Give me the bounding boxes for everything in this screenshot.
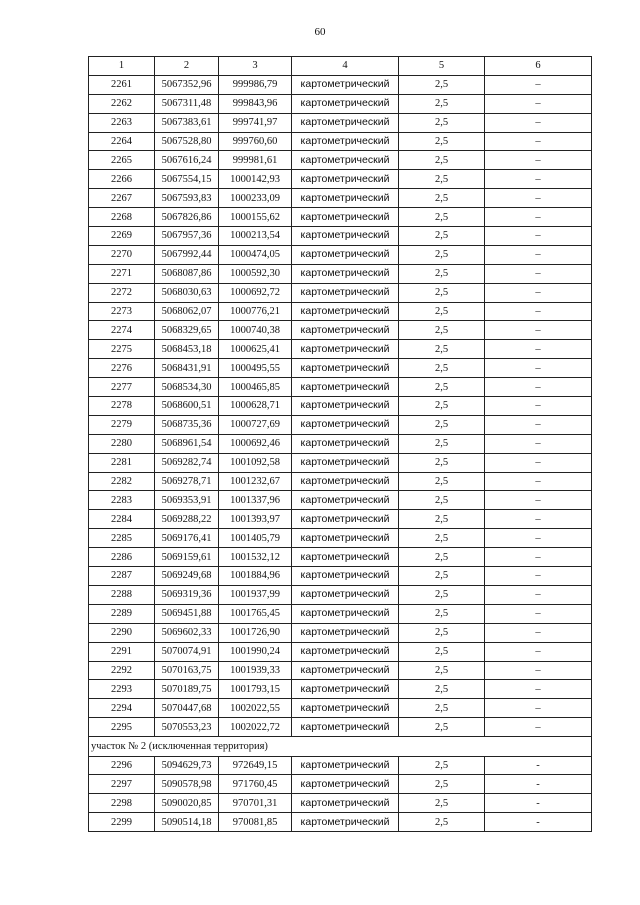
table-cell: 1000465,85 — [219, 378, 292, 397]
table-row — [89, 283, 592, 302]
table-row — [89, 661, 592, 680]
table-cell: 2,5 — [399, 113, 485, 132]
table-cell: 5069319,36 — [155, 585, 219, 604]
table-cell: – — [485, 75, 592, 94]
table-cell: 2282 — [89, 472, 155, 491]
table-cell: 1000692,46 — [219, 434, 292, 453]
table-row — [89, 208, 592, 227]
table-cell: картометрический — [292, 661, 399, 680]
table-cell: 2284 — [89, 510, 155, 529]
table-row — [89, 548, 592, 567]
table-cell: – — [485, 680, 592, 699]
table-row — [89, 642, 592, 661]
table-cell: 2280 — [89, 434, 155, 453]
table-cell: 2,5 — [399, 585, 485, 604]
table-cell: 2,5 — [399, 340, 485, 359]
table-cell: 2299 — [89, 813, 155, 832]
table-cell: 2291 — [89, 642, 155, 661]
table-cell: – — [485, 321, 592, 340]
table-cell: 1002022,72 — [219, 718, 292, 737]
table-cell: 2,5 — [399, 510, 485, 529]
table-cell: 1001092,58 — [219, 453, 292, 472]
table-cell: картометрический — [292, 548, 399, 567]
table-cell: – — [485, 604, 592, 623]
table-row — [89, 245, 592, 264]
table-cell: картометрический — [292, 302, 399, 321]
table-cell: – — [485, 510, 592, 529]
table-cell: 5070553,23 — [155, 718, 219, 737]
table-cell: – — [485, 453, 592, 472]
table-cell: 2,5 — [399, 189, 485, 208]
table-cell: 5070074,91 — [155, 642, 219, 661]
table-cell: 1000625,41 — [219, 340, 292, 359]
table-cell: – — [485, 245, 592, 264]
table-cell: 2,5 — [399, 453, 485, 472]
table-cell: 1000155,62 — [219, 208, 292, 227]
table-cell: 1001939,33 — [219, 661, 292, 680]
table-cell: 5069249,68 — [155, 567, 219, 586]
table-cell: картометрический — [292, 680, 399, 699]
table-cell: 1002022,55 — [219, 699, 292, 718]
table-body — [89, 75, 592, 831]
table-cell: – — [485, 472, 592, 491]
table-cell: 2281 — [89, 453, 155, 472]
column-header-3: 3 — [219, 57, 292, 76]
table-cell: 5067352,96 — [155, 75, 219, 94]
table-cell: 5070189,75 — [155, 680, 219, 699]
table-cell: 1001337,96 — [219, 491, 292, 510]
table-row — [89, 132, 592, 151]
table-cell: 1001884,96 — [219, 567, 292, 586]
table-row — [89, 264, 592, 283]
table-cell: 5070163,75 — [155, 661, 219, 680]
table-cell: 2,5 — [399, 718, 485, 737]
table-cell: картометрический — [292, 378, 399, 397]
table-row — [89, 529, 592, 548]
table-cell: 5068062,07 — [155, 302, 219, 321]
table-cell: 971760,45 — [219, 775, 292, 794]
table-cell: 2292 — [89, 661, 155, 680]
table-cell: - — [485, 775, 592, 794]
table-cell: 1000727,69 — [219, 415, 292, 434]
table-row — [89, 604, 592, 623]
table-row — [89, 718, 592, 737]
table-cell: – — [485, 113, 592, 132]
table-cell: - — [485, 794, 592, 813]
table-cell: 2262 — [89, 94, 155, 113]
table-cell: картометрический — [292, 208, 399, 227]
table-cell: 5067826,86 — [155, 208, 219, 227]
table-row — [89, 94, 592, 113]
table-cell: 2,5 — [399, 472, 485, 491]
table-cell: 5067383,61 — [155, 113, 219, 132]
table-cell: 5069278,71 — [155, 472, 219, 491]
table-cell: 2,5 — [399, 491, 485, 510]
section-row — [89, 737, 592, 757]
table-cell: 1001532,12 — [219, 548, 292, 567]
table-row — [89, 585, 592, 604]
table-cell: картометрический — [292, 567, 399, 586]
table-cell: картометрический — [292, 510, 399, 529]
table-cell: – — [485, 699, 592, 718]
table-cell: 2293 — [89, 680, 155, 699]
table-cell: 999843,96 — [219, 94, 292, 113]
table-cell: 2,5 — [399, 756, 485, 775]
table-cell: 1000233,09 — [219, 189, 292, 208]
table-row — [89, 75, 592, 94]
table-row — [89, 813, 592, 832]
table-cell: картометрический — [292, 453, 399, 472]
table-cell: 5069159,61 — [155, 548, 219, 567]
table-cell: 1001726,90 — [219, 623, 292, 642]
table-cell: – — [485, 283, 592, 302]
table-cell: картометрический — [292, 642, 399, 661]
table-row — [89, 434, 592, 453]
table-cell: 1001990,24 — [219, 642, 292, 661]
table-cell: – — [485, 529, 592, 548]
table-cell: – — [485, 434, 592, 453]
table-cell: 2273 — [89, 302, 155, 321]
table-cell: картометрический — [292, 189, 399, 208]
table-cell: 2279 — [89, 415, 155, 434]
table-row — [89, 623, 592, 642]
table-cell: картометрический — [292, 415, 399, 434]
table-cell: 1000213,54 — [219, 227, 292, 246]
table-cell: 5069353,91 — [155, 491, 219, 510]
table-cell: 1001405,79 — [219, 529, 292, 548]
page-number: 60 — [314, 26, 326, 38]
table-cell: 2,5 — [399, 245, 485, 264]
table-cell: 1000474,05 — [219, 245, 292, 264]
table-cell: 2295 — [89, 718, 155, 737]
table-cell: картометрический — [292, 75, 399, 94]
table-cell: 999741,97 — [219, 113, 292, 132]
table-cell: 5069282,74 — [155, 453, 219, 472]
table-cell: картометрический — [292, 529, 399, 548]
table-cell: картометрический — [292, 264, 399, 283]
table-cell: 5067528,80 — [155, 132, 219, 151]
table-cell: 2271 — [89, 264, 155, 283]
table-row — [89, 794, 592, 813]
table-cell: 5068534,30 — [155, 378, 219, 397]
table-cell: 2269 — [89, 227, 155, 246]
table-row — [89, 378, 592, 397]
table-cell: 5067957,36 — [155, 227, 219, 246]
table-row — [89, 227, 592, 246]
table-cell: картометрический — [292, 434, 399, 453]
table-cell: 1000628,71 — [219, 397, 292, 416]
table-cell: – — [485, 623, 592, 642]
table-cell: – — [485, 718, 592, 737]
table-cell: 1001765,45 — [219, 604, 292, 623]
table-cell: 2,5 — [399, 567, 485, 586]
table-cell: 5067616,24 — [155, 151, 219, 170]
table-cell: 2,5 — [399, 680, 485, 699]
table-cell: – — [485, 94, 592, 113]
table-cell: 2,5 — [399, 283, 485, 302]
table-cell: 2,5 — [399, 208, 485, 227]
table-cell: картометрический — [292, 245, 399, 264]
table-cell: 1000592,30 — [219, 264, 292, 283]
table-cell: 1001793,15 — [219, 680, 292, 699]
table-row — [89, 472, 592, 491]
table-cell: 2274 — [89, 321, 155, 340]
table-row — [89, 151, 592, 170]
table-cell: 2298 — [89, 794, 155, 813]
table-cell: 2,5 — [399, 604, 485, 623]
table-cell: – — [485, 642, 592, 661]
table-cell: 2,5 — [399, 359, 485, 378]
table-cell: 2286 — [89, 548, 155, 567]
table-cell: 2,5 — [399, 623, 485, 642]
table-cell: картометрический — [292, 623, 399, 642]
table-cell: 2,5 — [399, 661, 485, 680]
table-cell: 2,5 — [399, 794, 485, 813]
table-cell: 2,5 — [399, 415, 485, 434]
table-cell: – — [485, 415, 592, 434]
table-cell: – — [485, 567, 592, 586]
table-cell: 999986,79 — [219, 75, 292, 94]
table-cell: 5094629,73 — [155, 756, 219, 775]
table-row — [89, 170, 592, 189]
table-row — [89, 756, 592, 775]
table-cell: 5067992,44 — [155, 245, 219, 264]
table-row — [89, 567, 592, 586]
table-cell: картометрический — [292, 227, 399, 246]
table-cell: 2,5 — [399, 378, 485, 397]
table-cell: картометрический — [292, 151, 399, 170]
table-cell: 2297 — [89, 775, 155, 794]
table-cell: 2,5 — [399, 813, 485, 832]
table-cell: 5090578,98 — [155, 775, 219, 794]
table-cell: 2,5 — [399, 548, 485, 567]
table-row — [89, 321, 592, 340]
table-cell: 2,5 — [399, 642, 485, 661]
table-cell: картометрический — [292, 699, 399, 718]
table-cell: - — [485, 813, 592, 832]
table-cell: 2290 — [89, 623, 155, 642]
table-cell: – — [485, 340, 592, 359]
table-cell: 2283 — [89, 491, 155, 510]
table-cell: 1000495,55 — [219, 359, 292, 378]
table-row — [89, 189, 592, 208]
table-cell: 2267 — [89, 189, 155, 208]
table-cell: 5090514,18 — [155, 813, 219, 832]
table-cell: 2285 — [89, 529, 155, 548]
table-cell: 5068431,91 — [155, 359, 219, 378]
table-cell: 2,5 — [399, 264, 485, 283]
table-header-row — [89, 57, 592, 76]
table-cell: 5069288,22 — [155, 510, 219, 529]
table-cell: 2263 — [89, 113, 155, 132]
table-cell: – — [485, 661, 592, 680]
table-cell: – — [485, 378, 592, 397]
table-row — [89, 359, 592, 378]
table-cell: 2,5 — [399, 75, 485, 94]
table-cell: картометрический — [292, 604, 399, 623]
table-cell: 5069176,41 — [155, 529, 219, 548]
table-cell: 2270 — [89, 245, 155, 264]
table-cell: 1000692,72 — [219, 283, 292, 302]
table-cell: 1000776,21 — [219, 302, 292, 321]
table-cell: - — [485, 756, 592, 775]
table-cell: картометрический — [292, 340, 399, 359]
table-cell: 2,5 — [399, 321, 485, 340]
table-cell: картометрический — [292, 756, 399, 775]
table-row — [89, 775, 592, 794]
table-cell: – — [485, 548, 592, 567]
table-cell: картометрический — [292, 718, 399, 737]
table-cell: 2268 — [89, 208, 155, 227]
table-cell: 5067311,48 — [155, 94, 219, 113]
table-cell: 970701,31 — [219, 794, 292, 813]
table-cell: 972649,15 — [219, 756, 292, 775]
section-label: участок № 2 (исключенная территория) — [89, 737, 592, 757]
table-cell: 2,5 — [399, 529, 485, 548]
table-cell: 2,5 — [399, 151, 485, 170]
table-cell: 2,5 — [399, 434, 485, 453]
table-cell: картометрический — [292, 170, 399, 189]
table-cell: 2,5 — [399, 132, 485, 151]
table-cell: 2289 — [89, 604, 155, 623]
table-row — [89, 415, 592, 434]
table-cell: 5068453,18 — [155, 340, 219, 359]
table-cell: 2278 — [89, 397, 155, 416]
table-row — [89, 302, 592, 321]
table-cell: 5068961,54 — [155, 434, 219, 453]
table-cell: – — [485, 227, 592, 246]
column-header-6: 6 — [485, 57, 592, 76]
table-cell: картометрический — [292, 113, 399, 132]
table-cell: картометрический — [292, 132, 399, 151]
table-cell: 5068087,86 — [155, 264, 219, 283]
table-cell: – — [485, 491, 592, 510]
table-cell: – — [485, 189, 592, 208]
column-header-4: 4 — [292, 57, 399, 76]
table-cell: 999981,61 — [219, 151, 292, 170]
table-cell: 2,5 — [399, 775, 485, 794]
table-cell: 2276 — [89, 359, 155, 378]
table-cell: 5069602,33 — [155, 623, 219, 642]
table-cell: 2277 — [89, 378, 155, 397]
table-cell: – — [485, 208, 592, 227]
column-header-5: 5 — [399, 57, 485, 76]
table-cell: 2275 — [89, 340, 155, 359]
table-cell: 5070447,68 — [155, 699, 219, 718]
table-cell: 2,5 — [399, 170, 485, 189]
table-cell: картометрический — [292, 472, 399, 491]
table-cell: – — [485, 170, 592, 189]
table-cell: 5068030,63 — [155, 283, 219, 302]
table-cell: 2272 — [89, 283, 155, 302]
table-cell: 2294 — [89, 699, 155, 718]
table-cell: 2261 — [89, 75, 155, 94]
table-cell: 2265 — [89, 151, 155, 170]
table-cell: 1001937,99 — [219, 585, 292, 604]
table-cell: 5067554,15 — [155, 170, 219, 189]
table-cell: – — [485, 397, 592, 416]
table-cell: 2287 — [89, 567, 155, 586]
table-row — [89, 699, 592, 718]
table-cell: 5068600,51 — [155, 397, 219, 416]
column-header-1: 1 — [89, 57, 155, 76]
coordinates-table — [88, 56, 592, 832]
table-cell: – — [485, 264, 592, 283]
table-cell: 2288 — [89, 585, 155, 604]
table-cell: 2,5 — [399, 699, 485, 718]
table-cell: картометрический — [292, 359, 399, 378]
table-row — [89, 340, 592, 359]
table-cell: 2,5 — [399, 227, 485, 246]
table-cell: 2,5 — [399, 302, 485, 321]
table-row — [89, 453, 592, 472]
table-cell: картометрический — [292, 775, 399, 794]
table-cell: – — [485, 359, 592, 378]
table-cell: 1001393,97 — [219, 510, 292, 529]
table-cell: 1000740,38 — [219, 321, 292, 340]
table-cell: – — [485, 132, 592, 151]
table-cell: 2,5 — [399, 94, 485, 113]
table-cell: 5069451,88 — [155, 604, 219, 623]
table-cell: – — [485, 302, 592, 321]
table-cell: – — [485, 585, 592, 604]
table-cell: картометрический — [292, 491, 399, 510]
table-cell: 2296 — [89, 756, 155, 775]
table-cell: 5090020,85 — [155, 794, 219, 813]
table-row — [89, 680, 592, 699]
table-cell: 2,5 — [399, 397, 485, 416]
table-cell: 5068735,36 — [155, 415, 219, 434]
table-cell: 5067593,83 — [155, 189, 219, 208]
table-cell: картометрический — [292, 283, 399, 302]
table-cell: картометрический — [292, 794, 399, 813]
column-header-2: 2 — [155, 57, 219, 76]
table-cell: 970081,85 — [219, 813, 292, 832]
table-cell: картометрический — [292, 585, 399, 604]
table-cell: картометрический — [292, 321, 399, 340]
table-row — [89, 491, 592, 510]
table-cell: 2266 — [89, 170, 155, 189]
table-cell: картометрический — [292, 94, 399, 113]
table-cell: 1001232,67 — [219, 472, 292, 491]
table-cell: картометрический — [292, 813, 399, 832]
table-cell: 1000142,93 — [219, 170, 292, 189]
table-cell: – — [485, 151, 592, 170]
table-cell: 999760,60 — [219, 132, 292, 151]
table-row — [89, 397, 592, 416]
table-cell: 2264 — [89, 132, 155, 151]
table-row — [89, 113, 592, 132]
table-cell: 5068329,65 — [155, 321, 219, 340]
table-row — [89, 510, 592, 529]
table-cell: картометрический — [292, 397, 399, 416]
